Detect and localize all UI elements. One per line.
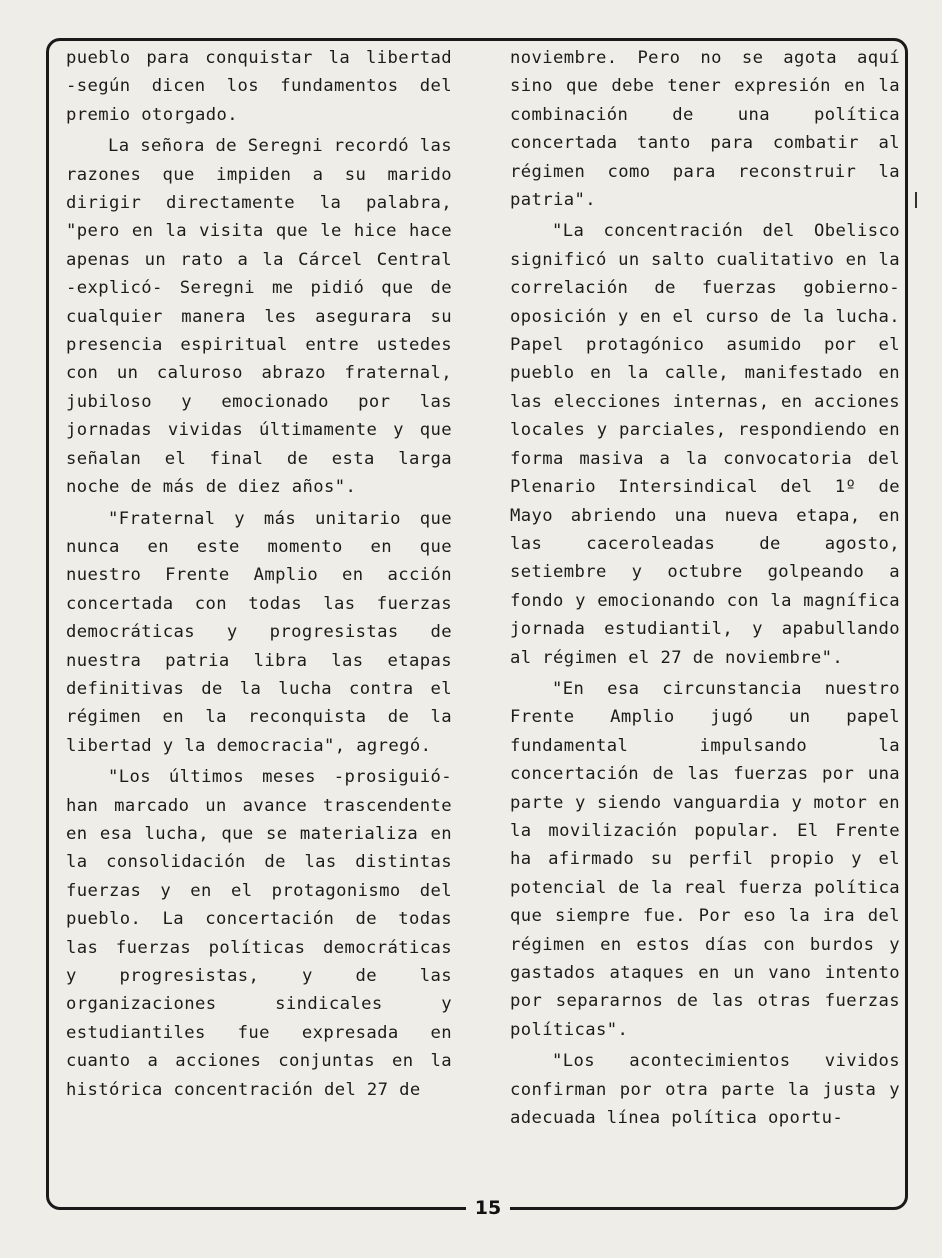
paragraph: La señora de Seregni recordó las razones que impiden a su marido dirigir directamente la palabra, "pero en la visita que le hice hace apenas un rato a la Cárcel Central -explicó- Seregni me pidió que de cualquier manera les asegurara su presencia espiritual entre ustedes con un caluroso abrazo fraternal, jubiloso y emocionado por las jornadas vividas últimamente y que señalan el final de esta larga noche de más de diez años". [66, 136, 452, 498]
paragraph: noviembre. Pero no se agota aquí sino que debe tener expresión en la combinación de una política concertada tanto para combatir al régimen como para reconstruir la patria". [510, 48, 900, 211]
margin-mark [915, 192, 917, 208]
paragraph: pueblo para conquistar la libertad -según dicen los fundamentos del premio otorgado. [66, 48, 452, 125]
page-number: 15 [466, 1197, 510, 1219]
left-column [66, 44, 452, 1104]
paragraph: "La concentración del Obelisco significó un salto cualitativo en la correlación de fuerzas gobierno-oposición y en el curso de la lucha. Papel protagónico asumido por el pueblo en la calle, manifestado en las elecciones internas, en acciones locales y parciales, respondiendo en forma masiva a la convocatoria del Plenario Intersindical del 1º de Mayo abriendo una nueva etapa, en las caceroleadas de agosto, setiembre y octubre golpeando a fondo y emocionando con la magnífica jornada estudiantil, y apabullando al régimen el 27 de noviembre". [510, 221, 900, 668]
right-column [510, 44, 900, 1132]
paragraph: "Los últimos meses -prosiguió- han marcado un avance trascendente en esa lucha, que se materializa en la consolidación de las distintas fuerzas y en el protagonismo del pueblo. La concertación de todas las fuerzas políticas democráticas y progresistas, y de las organizaciones sindicales y estudiantiles fue expresada en cuanto a acciones conjuntas en la histórica concentración del 27 de [66, 767, 452, 1100]
paragraph: "Fraternal y más unitario que nunca en este momento en que nuestro Frente Amplio en acción concertada con todas las fuerzas democráticas y progresistas de nuestra patria libra las etapas definitivas de la lucha contra el régimen en la reconquista de la libertad y la democracia", agregó. [66, 508, 452, 756]
paragraph: "En esa circunstancia nuestro Frente Amplio jugó un papel fundamental impulsando la concertación de las fuerzas por una parte y siendo vanguardia y motor en la movilización popular. El Frente ha afirmado su perfil propio y el potencial de la real fuerza política que siempre fue. Por eso la ira del régimen en estos días con burdos y gastados ataques en un vano intento por separarnos de las otras fuerzas políticas". [510, 678, 900, 1040]
paragraph: "Los acontecimientos vividos confirman por otra parte la justa y adecuada línea política oportu- [510, 1051, 900, 1129]
